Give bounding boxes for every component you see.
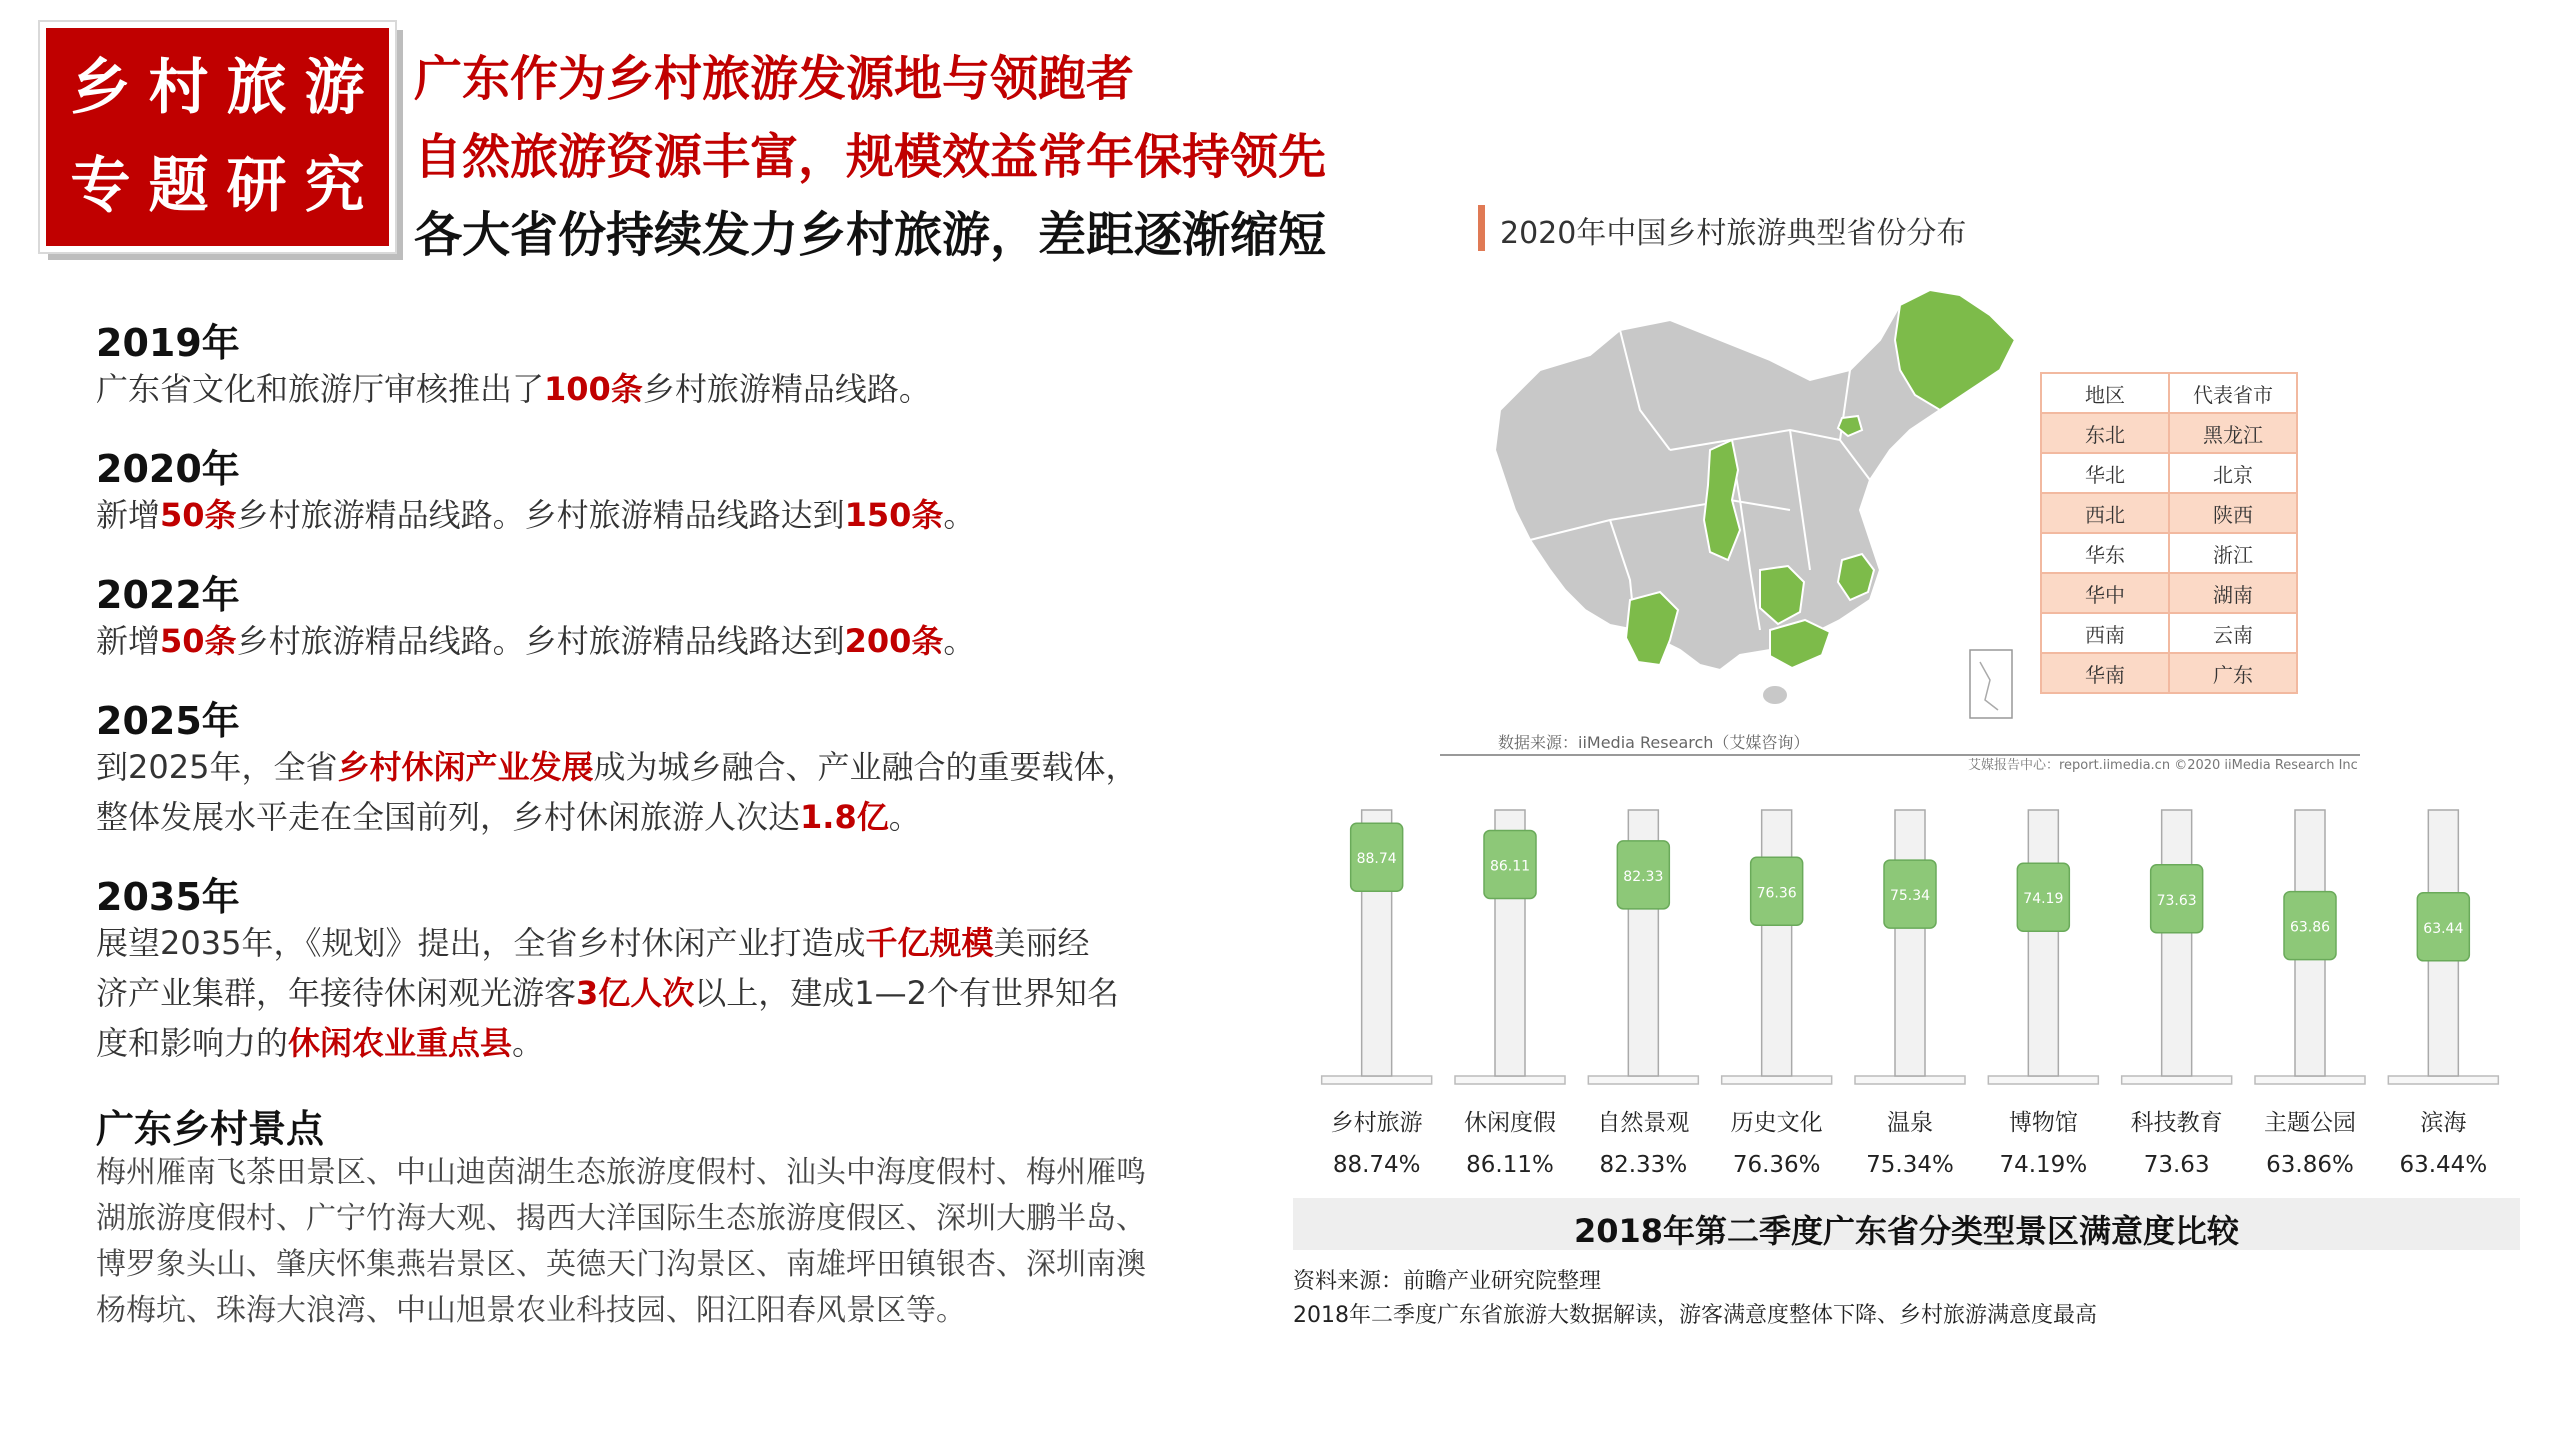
year-2025: 2025年 (96, 699, 240, 743)
text-2025-line-1: 到2025年，全省乡村休闲产业发展成为城乡融合、产业融合的重要载体， (96, 748, 1138, 786)
chart-base (2388, 1076, 2498, 1084)
year-2022: 2022年 (96, 573, 240, 617)
china-map (1470, 270, 2030, 730)
badge-line-2: 专题研究 (70, 151, 383, 221)
text-2035-line-2: 济产业集群，年接待休闲观光游客3亿人次以上，建成1—2个有世界知名 (96, 974, 1120, 1012)
chart-category-label: 科技教育 (2130, 1110, 2223, 1136)
chart-category-label: 休闲度假 (1464, 1110, 1556, 1136)
chart-percent-label: 86.11% (1466, 1152, 1554, 1178)
spots-line-4: 杨梅坑、珠海大浪湾、中山旭景农业科技园、阳江阳春风景区等。 (96, 1293, 966, 1328)
chart-data-label: 73.63 (2156, 892, 2197, 909)
chart-percent-label: 74.19% (1999, 1152, 2088, 1178)
chart-data-label: 63.86 (2289, 919, 2331, 936)
chart-category-label: 历史文化 (1730, 1110, 1823, 1136)
chart-data-label: 86.11 (1489, 858, 1531, 875)
chart-track (1895, 810, 1925, 1076)
chart-data-label: 88.74 (1356, 851, 1397, 868)
text-2019: 广东省文化和旅游厅审核推出了100条乡村旅游精品线路。 (96, 370, 931, 408)
chart-percent-label: 76.36% (1732, 1152, 1821, 1178)
chart-category-label: 滨海 (2420, 1110, 2467, 1136)
chart-base (1855, 1076, 1965, 1084)
province-yunnan (1626, 592, 1678, 665)
text-2035-line-3: 度和影响力的休闲农业重点县。 (96, 1024, 545, 1062)
chart-base (1588, 1076, 1698, 1084)
region-row: 西南 云南 (2041, 613, 2297, 653)
chart-track (2028, 810, 2058, 1076)
spots-line-3: 博罗象头山、肇庆怀集燕岩景区、英德天门沟景区、南雄坪田镇银杏、深圳南澳 (96, 1247, 1146, 1282)
chart-data-label: 75.34 (1889, 888, 1931, 905)
map-title-accent (1478, 205, 1485, 251)
text-2022: 新增50条乡村旅游精品线路。乡村旅游精品线路达到200条。 (96, 622, 976, 660)
region-row: 华中 湖南 (2041, 573, 2297, 613)
chart-title: 2018年第二季度广东省分类型景区满意度比较 (1573, 1212, 2240, 1250)
chart-percent-label: 73.63 (2143, 1152, 2210, 1178)
spots-list (96, 1150, 1196, 1334)
chart-percent-label: 88.74% (1332, 1152, 1421, 1178)
spots-line-1: 梅州雁南飞茶田景区、中山迪茵湖生态旅游度假村、汕头中海度假村、梅州雁鸣 (96, 1155, 1146, 1190)
map-footer: 艾媒报告中心：report.iimedia.cn ©2020 iiMedia Research Inc (1968, 758, 2358, 773)
region-table (2040, 372, 2298, 694)
chart-track (2162, 810, 2192, 1076)
headline-2: 自然旅游资源丰富，规模效益常年保持领先 (414, 129, 1327, 185)
chart-base (1322, 1076, 1432, 1084)
chart-data-label: 74.19 (2023, 891, 2064, 908)
chart-base (1988, 1076, 2098, 1084)
chart-data-label: 76.36 (1756, 885, 1797, 902)
chart-base (1455, 1076, 1565, 1084)
chart-category-label: 主题公园 (2264, 1110, 2356, 1136)
region-row: 华南 广东 (2041, 653, 2297, 693)
chart-track (1762, 810, 1792, 1076)
chart-percent-label: 63.44% (2399, 1152, 2488, 1178)
region-table-header: 地区 代表省市 (2041, 373, 2297, 413)
region-row: 华北 北京 (2041, 453, 2297, 493)
province-heilongjiang (1895, 290, 2015, 410)
year-2019: 2019年 (96, 321, 240, 365)
spots-line-2: 湖旅游度假村、广宁竹海大观、揭西大洋国际生态旅游度假区、深圳大鹏半岛、 (96, 1201, 1146, 1236)
chart-base (2122, 1076, 2232, 1084)
chart-percent-label: 63.86% (2266, 1152, 2354, 1178)
badge-line-1: 乡村旅游 (70, 53, 383, 123)
headline-3: 各大省份持续发力乡村旅游，差距逐渐缩短 (414, 207, 1327, 263)
year-2035: 2035年 (96, 875, 240, 919)
chart-data-label: 82.33 (1623, 868, 1664, 885)
year-2020: 2020年 (96, 447, 240, 491)
province-guangdong (1770, 620, 1830, 668)
region-row: 西北 陕西 (2041, 493, 2297, 533)
satisfaction-chart (1290, 800, 2530, 1190)
south-sea-inset (1970, 650, 2012, 718)
spots-title: 广东乡村景点 (96, 1107, 325, 1151)
hainan-island (1763, 686, 1787, 704)
map-source: 数据来源：iiMedia Research（艾媒咨询） (1498, 733, 1810, 752)
topic-badge (40, 22, 395, 252)
chart-data-label: 63.44 (2423, 920, 2464, 937)
chart-base (2255, 1076, 2365, 1084)
text-2035-line-1: 展望2035年，《规划》提出，全省乡村休闲产业打造成千亿规模美丽经 (96, 924, 1090, 962)
chart-category-label: 温泉 (1887, 1110, 1933, 1136)
chart-percent-label: 82.33% (1599, 1152, 1688, 1178)
region-row: 东北 黑龙江 (2041, 413, 2297, 453)
chart-percent-label: 75.34% (1866, 1152, 1954, 1178)
source-line-1: 资料来源：前瞻产业研究院整理 (1293, 1269, 1602, 1294)
chart-category-label: 博物馆 (2008, 1110, 2078, 1136)
chart-category-label: 乡村旅游 (1330, 1110, 1423, 1136)
map-title: 2020年中国乡村旅游典型省份分布 (1500, 216, 1967, 251)
headline-1: 广东作为乡村旅游发源地与领跑者 (414, 51, 1135, 107)
chart-category-label: 自然景观 (1597, 1110, 1690, 1136)
source-line-2: 2018年二季度广东省旅游大数据解读，游客满意度整体下降、乡村旅游满意度最高 (1293, 1303, 2097, 1328)
region-row: 华东 浙江 (2041, 533, 2297, 573)
chart-base (1722, 1076, 1832, 1084)
text-2025-line-2: 整体发展水平走在全国前列，乡村休闲旅游人次达1.8亿。 (96, 798, 921, 836)
text-2020: 新增50条乡村旅游精品线路。乡村旅游精品线路达到150条。 (96, 496, 976, 534)
